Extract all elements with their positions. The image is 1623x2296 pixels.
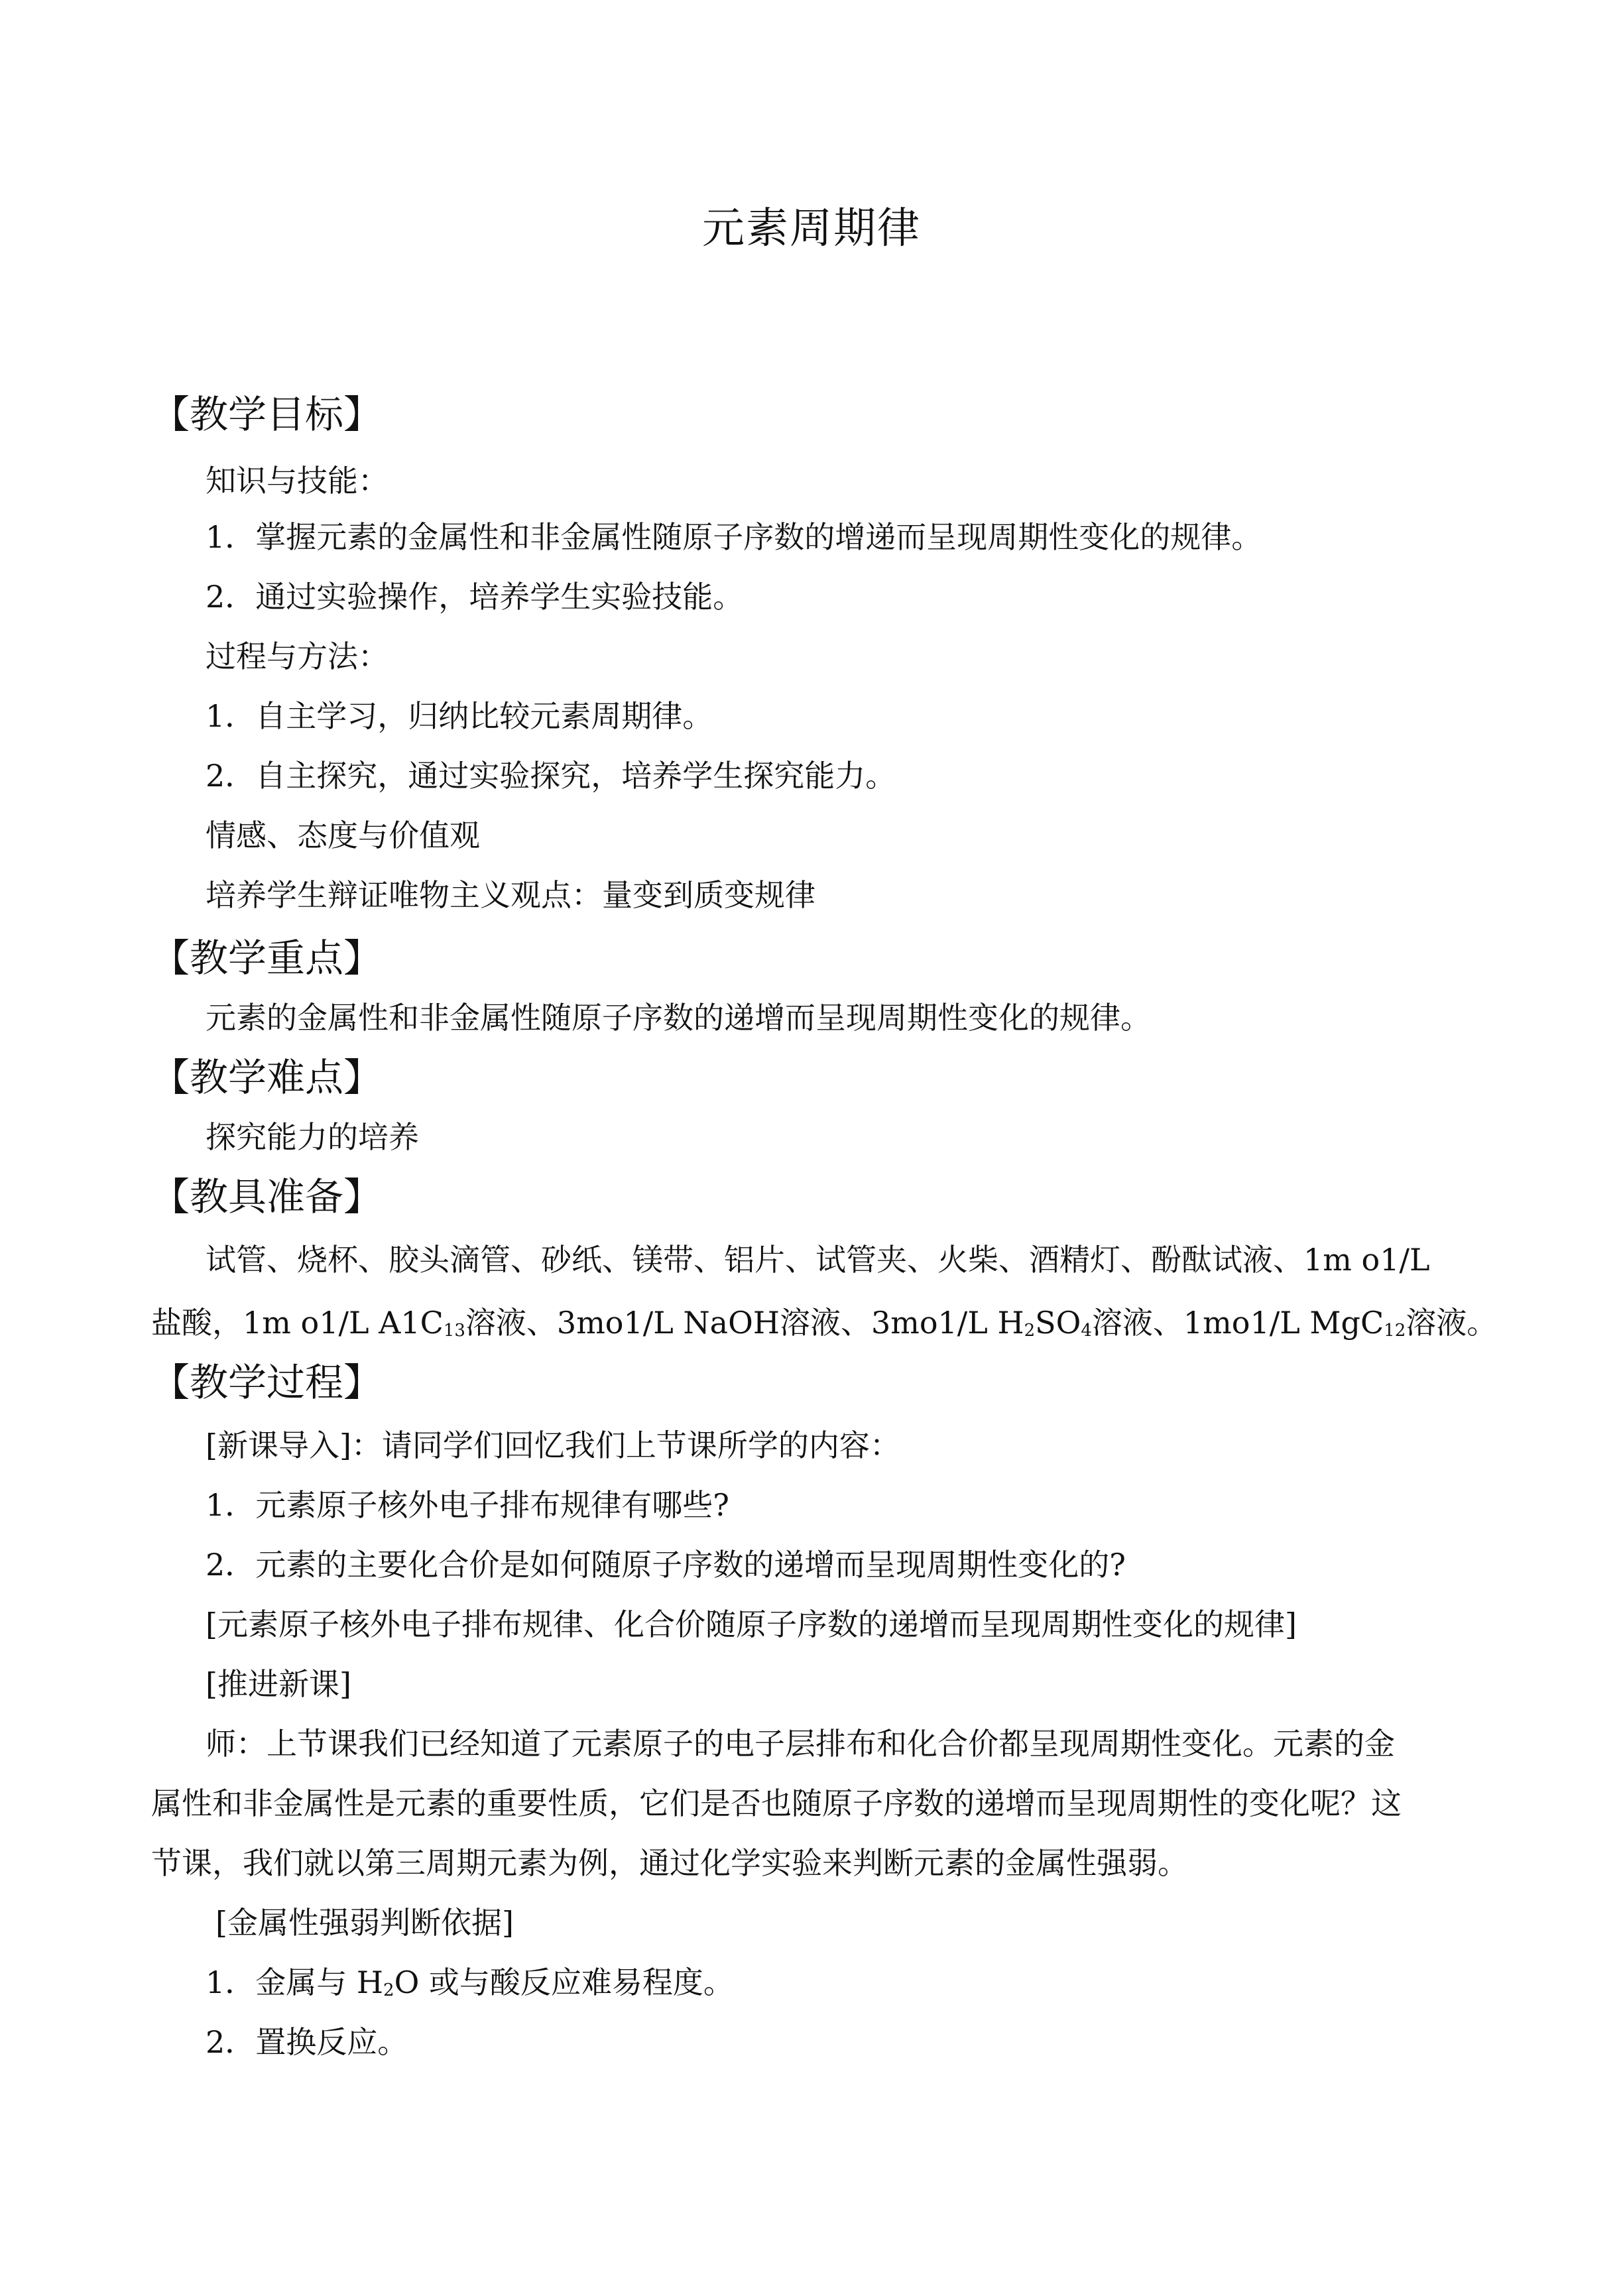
page-title: 元素周期律: [702, 204, 921, 253]
basis-item-2: 2．置换反应。: [206, 2024, 408, 2060]
heading-teaching-tools: 【教具准备】: [151, 1174, 383, 1219]
intro-text: [新课导入]：请同学们回忆我们上节课所学的内容：: [206, 1427, 900, 1463]
tools-text-e: 溶液。: [1406, 1305, 1498, 1341]
tools-text-c: SO: [1035, 1305, 1081, 1341]
tools-sub-d: 12: [1384, 1321, 1406, 1341]
basis-item-1: [206, 1959, 1545, 2006]
tools-line-2: [151, 1299, 1498, 1346]
advance-lesson: [推进新课]: [206, 1666, 351, 1702]
key-point-text: 元素的金属性和非金属性随原子序数的递增而呈现周期性变化的规律。: [206, 1000, 1151, 1036]
tools-sub-b: 2: [1024, 1321, 1036, 1341]
tools-text-d: 溶液、1mo1/L MgC: [1091, 1305, 1384, 1341]
teacher-line-1: 师：上节课我们已经知道了元素原子的电子层排布和化合价都呈现周期性变化。元素的金: [206, 1726, 1395, 1762]
basis-item-1-text-a: 1．金属与 H: [206, 1964, 384, 2000]
tools-text-b: 溶液、3mo1/L NaOH溶液、3mo1/L H: [465, 1305, 1024, 1341]
metal-basis-label: [金属性强弱判断依据]: [215, 1905, 514, 1941]
emotion-values-label: 情感、态度与价值观: [206, 817, 480, 853]
tools-line-1: 试管、烧杯、胶头滴管、砂纸、镁带、铝片、试管夹、火柴、酒精灯、酚酞试液、1m o1/L: [206, 1242, 1430, 1278]
tools-text-a: 盐酸，1m o1/L A1C: [151, 1305, 444, 1341]
heading-difficulties: 【教学难点】: [151, 1055, 383, 1100]
heading-key-points: 【教学重点】: [151, 936, 383, 981]
tools-sub-a: 13: [443, 1321, 465, 1341]
teacher-line-3: 节课，我们就以第三周期元素为例，通过化学实验来判断元素的金属性强弱。: [151, 1845, 1188, 1881]
teacher-line-2: 属性和非金属性是元素的重要性质，它们是否也随原子序数的递增而呈现周期性的变化呢？这: [151, 1785, 1402, 1821]
review-question-1: 1．元素原子核外电子排布规律有哪些?: [206, 1487, 729, 1523]
process-method-item-2: 2．自主探究，通过实验探究，培养学生探究能力。: [206, 758, 896, 794]
knowledge-skills-label: 知识与技能：: [206, 463, 389, 499]
knowledge-skills-item-2: 2．通过实验操作，培养学生实验技能。: [206, 579, 744, 615]
tools-sub-c: 4: [1081, 1321, 1092, 1341]
difficulty-text: 探究能力的培养: [206, 1119, 419, 1155]
heading-teaching-process: 【教学过程】: [151, 1360, 383, 1405]
process-method-label: 过程与方法：: [206, 638, 389, 674]
process-method-item-1: 1．自主学习，归纳比较元素周期律。: [206, 698, 713, 734]
basis-item-1-text-b: O 或与酸反应难易程度。: [394, 1964, 734, 2000]
review-answer: [元素原子核外电子排布规律、化合价随原子序数的递增而呈现周期性变化的规律]: [206, 1606, 1297, 1642]
knowledge-skills-item-1: 1．掌握元素的金属性和非金属性随原子序数的增递而呈现周期性变化的规律。: [206, 519, 1262, 555]
basis-item-1-sub: 2: [383, 1980, 394, 2000]
emotion-values-item: 培养学生辩证唯物主义观点：量变到质变规律: [206, 877, 815, 913]
heading-objectives: 【教学目标】: [151, 392, 383, 437]
review-question-2: 2．元素的主要化合价是如何随原子序数的递增而呈现周期性变化的?: [206, 1547, 1126, 1583]
